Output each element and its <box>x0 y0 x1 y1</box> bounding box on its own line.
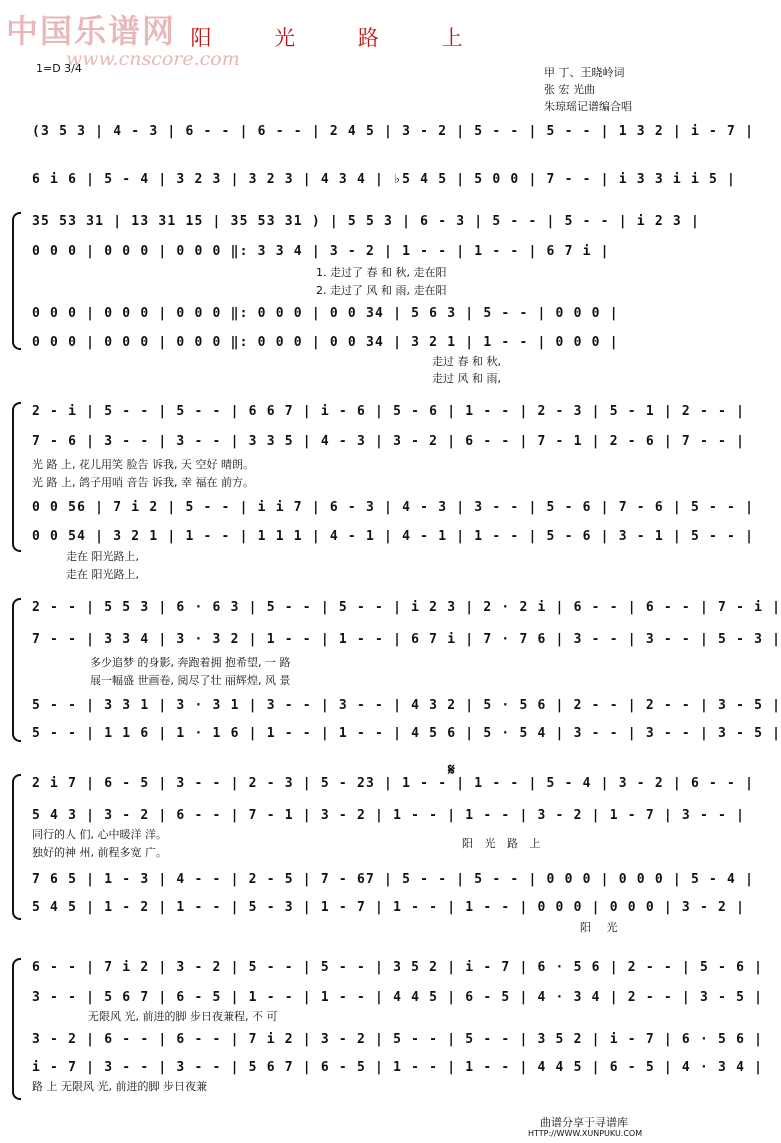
lyric-line: 阳 光 路 上 <box>462 837 545 850</box>
staff-line: 5 4 3 | 3 - 2 | 6 - - | 7 - 1 | 3 - 2 | 1 - - | 1 - - | 3 - 2 | 1 - 7 | 3 - - | <box>32 808 746 823</box>
staff-line: 5 - - | 3 3 1 | 3 · 3 1 | 3 - - | 3 - - | 4 3 2 | 5 · 5 6 | 2 - - | 2 - - | 3 - 5 | <box>32 698 781 713</box>
lyric-line: 独好的神 州, 前程多宽 广。 <box>32 846 167 859</box>
credit-lyricist: 甲 丁、王晓岭词 <box>544 66 625 79</box>
lyric-line: 走过 风 和 雨, <box>432 372 501 385</box>
staff-line: 0 0 54 | 3 2 1 | 1 - - | 1 1 1 | 4 - 1 | 4 - 1 | 1 - - | 5 - 6 | 3 - 1 | 5 - - | <box>32 529 755 544</box>
staff-line: 0 0 0 | 0 0 0 | 0 0 0 ‖: 0 0 0 | 0 0 34 | 5 6 3 | 5 - - | 0 0 0 | <box>32 306 619 321</box>
intro-line: 6 i 6 | 5 - 4 | 3 2 3 | 3 2 3 | 4 3 4 | ♭5 4 5 | 5 0 0 | 7 - - | i 3 3 i i 5 | <box>32 172 737 187</box>
system-brace <box>12 212 21 350</box>
lyric-line: 同行的人 们, 心中暖洋 洋。 <box>32 828 167 841</box>
segno-sign: 𝄋 <box>448 760 455 779</box>
song-title: 阳 光 路 上 <box>190 26 491 50</box>
lyric-line: 走在 阳光路上, <box>66 550 139 563</box>
credit-composer: 张 宏 光曲 <box>544 83 595 96</box>
staff-line: 35 53 31 | 13 31 15 | 35 53 31 ) | 5 5 3 | 6 - 3 | 5 - - | 5 - - | i 2 3 | <box>32 214 700 229</box>
watermark-brand: 中国乐谱网 <box>6 12 177 50</box>
staff-line: 5 4 5 | 1 - 2 | 1 - - | 5 - 3 | 1 - 7 | 1 - - | 1 - - | 0 0 0 | 0 0 0 | 3 - 2 | <box>32 900 746 915</box>
staff-line: 7 - - | 3 3 4 | 3 · 3 2 | 1 - - | 1 - - | 6 7 i | 7 · 7 6 | 3 - - | 3 - - | 5 - 3 | <box>32 632 781 647</box>
staff-line: 0 0 0 | 0 0 0 | 0 0 0 ‖: 0 0 0 | 0 0 34 | 3 2 1 | 1 - - | 0 0 0 | <box>32 335 619 350</box>
staff-line: 2 i 7 | 6 - 5 | 3 - - | 2 - 3 | 5 - 23 | 1 - - | 1 - - | 5 - 4 | 3 - 2 | 6 - - | <box>32 776 755 791</box>
lyric-line: 光 路 上, 花儿用笑 脸告 诉我, 天 空好 晴朗。 <box>32 458 254 471</box>
staff-line: 0 0 0 | 0 0 0 | 0 0 0 ‖: 3 3 4 | 3 - 2 | 1 - - | 1 - - | 6 7 i | <box>32 244 610 259</box>
lyric-line: 多少追梦 的身影, 奔跑着拥 抱希望, 一 路 <box>90 656 291 669</box>
system-brace <box>12 774 21 920</box>
lyric-line: 2. 走过了 风 和 雨, 走在阳 <box>316 284 447 297</box>
footer-credit: 曲谱分享于寻谱库 <box>540 1116 628 1129</box>
staff-line: 0 0 56 | 7 i 2 | 5 - - | i i 7 | 6 - 3 | 4 - 3 | 3 - - | 5 - 6 | 7 - 6 | 5 - - | <box>32 500 755 515</box>
lyric-line: 无限风 光, 前进的脚 步日夜兼程, 不 可 <box>88 1010 278 1023</box>
footer-url[interactable]: HTTP://WWW.XUNPUKU.COM <box>528 1129 643 1138</box>
staff-line: 5 - - | 1 1 6 | 1 · 1 6 | 1 - - | 1 - - | 4 5 6 | 5 · 5 4 | 3 - - | 3 - - | 3 - 5 | <box>32 726 781 741</box>
staff-line: 2 - - | 5 5 3 | 6 · 6 3 | 5 - - | 5 - - | i 2 3 | 2 · 2 i | 6 - - | 6 - - | 7 - i | <box>32 600 781 615</box>
lyric-line: 光 路 上, 鸽子用哨 音告 诉我, 幸 福在 前方。 <box>32 476 254 489</box>
staff-line: 2 - i | 5 - - | 5 - - | 6 6 7 | i - 6 | 5 - 6 | 1 - - | 2 - 3 | 5 - 1 | 2 - - | <box>32 404 746 419</box>
staff-line: 3 - - | 5 6 7 | 6 - 5 | 1 - - | 1 - - | 4 4 5 | 6 - 5 | 4 · 3 4 | 2 - - | 3 - 5 | <box>32 990 764 1005</box>
lyric-line: 走在 阳光路上, <box>66 568 139 581</box>
lyric-line: 走过 春 和 秋, <box>432 355 501 368</box>
lyric-line: 展一幅盛 世画卷, 阅尽了壮 丽辉煌, 风 景 <box>90 674 291 687</box>
staff-line: 7 6 5 | 1 - 3 | 4 - - | 2 - 5 | 7 - 67 | 5 - - | 5 - - | 0 0 0 | 0 0 0 | 5 - 4 | <box>32 872 755 887</box>
system-brace <box>12 402 21 552</box>
lyric-line: 1. 走过了 春 和 秋, 走在阳 <box>316 266 447 279</box>
staff-line: i - 7 | 3 - - | 3 - - | 5 6 7 | 6 - 5 | 1 - - | 1 - - | 4 4 5 | 6 - 5 | 4 · 3 4 | <box>32 1060 764 1075</box>
lyric-line: 阳 光 <box>580 921 624 934</box>
staff-line: 3 - 2 | 6 - - | 6 - - | 7 i 2 | 3 - 2 | 5 - - | 5 - - | 3 5 2 | i - 7 | 6 · 5 6 | <box>32 1032 764 1047</box>
credits <box>544 64 632 115</box>
key-signature: 1=D 3/4 <box>36 62 82 75</box>
staff-line: 7 - 6 | 3 - - | 3 - - | 3 3 5 | 4 - 3 | 3 - 2 | 6 - - | 7 - 1 | 2 - 6 | 7 - - | <box>32 434 746 449</box>
system-brace <box>12 958 21 1100</box>
credit-arranger: 朱琼瑶记谱编合唱 <box>544 100 632 113</box>
lyric-line: 路 上 无限风 光, 前进的脚 步日夜兼 <box>32 1080 207 1093</box>
watermark-url: www.cnscore.com <box>66 48 240 70</box>
intro-line: (3 5 3 | 4 - 3 | 6 - - | 6 - - | 2 4 5 | 3 - 2 | 5 - - | 5 - - | 1 3 2 | i - 7 | <box>32 124 755 139</box>
staff-line: 6 - - | 7 i 2 | 3 - 2 | 5 - - | 5 - - | 3 5 2 | i - 7 | 6 · 5 6 | 2 - - | 5 - 6 | <box>32 960 764 975</box>
system-brace <box>12 598 21 742</box>
